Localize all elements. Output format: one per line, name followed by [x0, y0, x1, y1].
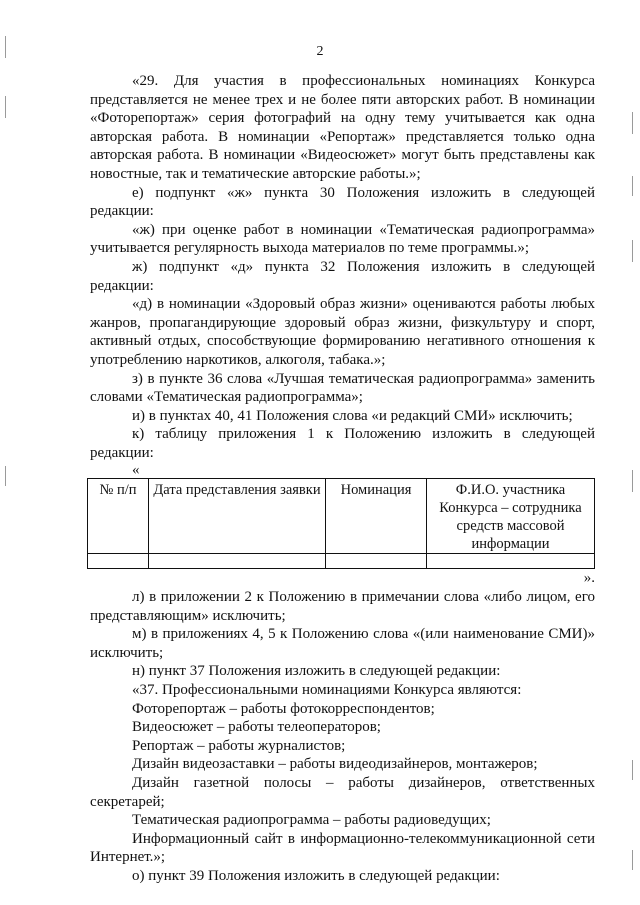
paragraph-o: о) пункт 39 Положения изложить в следующей редакции:: [132, 867, 500, 884]
paragraph-zh-quote: «ж) при оценке работ в номинации «Тематическая радиопрограмма» учитывается регулярность выхода материалов по теме программы.»;: [90, 221, 595, 257]
table-cell: [88, 554, 149, 569]
quote-close: ».: [583, 570, 595, 587]
table-cell: [326, 554, 427, 569]
table-cell: [427, 554, 595, 569]
paragraph-n: н) пункт 37 Положения изложить в следующей редакции:: [132, 663, 501, 680]
nomination-video: Видеосюжет – работы телеоператоров;: [132, 719, 381, 736]
document-body: [90, 72, 595, 886]
table-header-date: Дата представления заявки: [149, 479, 326, 554]
nomination-video-design: Дизайн видеозаставки – работы видеодизайнеров, монтажеров;: [132, 756, 538, 773]
right-margin-mark: [632, 760, 633, 780]
left-margin-mark: [5, 466, 6, 486]
paragraph-zh: ж) подпункт «д» пункта 32 Положения изложить в следующей редакции:: [90, 258, 595, 294]
table-row: [88, 554, 595, 569]
right-margin-mark: [632, 850, 633, 870]
right-margin-mark: [632, 240, 633, 262]
right-margin-mark: [632, 176, 633, 196]
paragraph-37-intro: «37. Профессиональными номинациями Конкурса являются:: [132, 682, 522, 699]
paragraph-29-text: «29. Для участия в профессиональных номинациях Конкурса представляется не менее трех и не более пяти авторских работ. В номинации «Фоторепортаж» серия фотографий на одну тему учитывается как одна авторская работа. В номинации «Репортаж» представляется только одна авторская работа. В номинации «Видеосюжет» могут быть представлены как новостные, так и тематические авторские работы.»;: [90, 73, 595, 182]
nomination-report: Репортаж – работы журналистов;: [132, 737, 346, 754]
paragraph-l: л) в приложении 2 к Положению в примечании слова «либо лицом, его представляющим» исключить;: [90, 589, 595, 624]
nomination-website: Информационный сайт в информационно-телекоммуникационной сети Интернет.»;: [90, 830, 595, 866]
table-cell: [149, 554, 326, 569]
left-margin-mark: [5, 96, 6, 118]
paragraph-d-quote: «д) в номинации «Здоровый образ жизни» оцениваются работы любых жанров, пропагандирующие здоровый образ жизни, физкультуру и спорт, активный отдых, способствующие формированию негативного отношения к употреблению наркотиков, алкоголя, табака.»;: [90, 296, 595, 368]
paragraph-z: з) в пункте 36 слова «Лучшая тематическая радиопрограмма» заменить словами «Тематическая радиопрограмма»;: [90, 370, 595, 406]
page-number: 2: [316, 44, 324, 59]
paragraph-i: и) в пунктах 40, 41 Положения слова «и редакций СМИ» исключить;: [132, 407, 573, 424]
right-margin-mark: [632, 470, 633, 492]
nomination-newspaper-design: Дизайн газетной полосы – работы дизайнеров, ответственных секретарей;: [90, 775, 595, 810]
table-header-row: [88, 479, 595, 554]
paragraph-m: м) в приложениях 4, 5 к Положению слова «(или наименование СМИ)» исключить;: [90, 626, 595, 661]
nomination-radio-program: Тематическая радиопрограмма – работы радиоведущих;: [132, 812, 491, 829]
paragraph-e: е) подпункт «ж» пункта 30 Положения изложить в следующей редакции:: [90, 184, 595, 220]
quote-open: «: [132, 462, 140, 479]
paragraph-k: к) таблицу приложения 1 к Положению изложить в следующей редакции:: [90, 426, 595, 461]
left-margin-mark: [5, 36, 6, 58]
table-header-number: № п/п: [88, 479, 149, 554]
application-table: [87, 478, 595, 569]
nomination-photoreport: Фоторепортаж – работы фотокорреспондентов;: [132, 700, 435, 717]
table-header-participant: Ф.И.О. участника Конкурса – сотрудника средств массовой информации: [427, 479, 595, 554]
right-margin-mark: [632, 112, 633, 134]
table-header-nomination: Номинация: [326, 479, 427, 554]
